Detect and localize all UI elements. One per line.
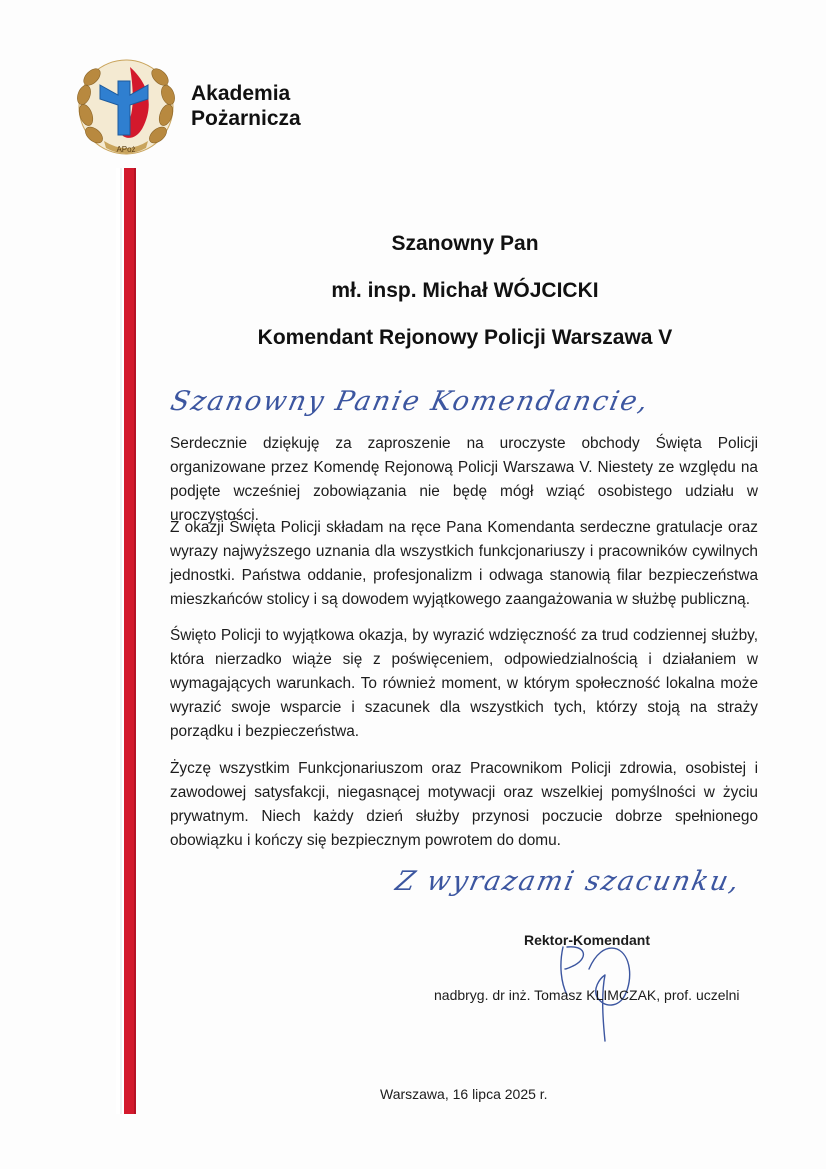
paragraph-4: Życzę wszystkim Funkcjonariuszom oraz Pracownikom Policji zdrowia, osobistej i zawodowej satysfakcji, niegasnącej motywacji oraz wszelkiej pomyślności w życiu prywatnym. Niech każdy dzień służby przynosi poczucie dobrze spełnionego obowiązku i kończy się bezpiecznym powrotem do domu. [170, 760, 758, 849]
addressee-name: mł. insp. Michał WÓJCICKI [331, 279, 599, 302]
place-and-date: Warszawa, 16 lipca 2025 r. [380, 1086, 548, 1102]
institution-name-line2: Pożarnicza [191, 107, 301, 130]
signatory-role: Rektor-Komendant [524, 932, 651, 948]
paragraph-1: Serdecznie dziękuję za zaproszenie na uroczyste obchody Święta Policji organizowane przez Komendę Rejonową Policji Warszawa V. Niestety ze względu na podjęte wcześniej zobowiązania nie będę mógł wziąć osobistego udziału w uroczystości. [170, 435, 758, 524]
signatory-name: nadbryg. dr inż. Tomasz KLIMCZAK, prof. uczelni [434, 987, 740, 1003]
handwritten-salutation: Szanowny Panie Komendancie, [167, 386, 653, 417]
paragraph-2: Z okazji Święta Policji składam na ręce Pana Komendanta serdeczne gratulacje oraz wyrazy najwyższego uznania dla wszystkich funkcjonariuszy i pracowników cywilnych jednostki. Państwa oddanie, profesjonalizm i odwaga stanowią filar bezpieczeństwa mieszkańców stolicy i są dowodem wyjątkowego zaangażowania w służbę publiczną. [170, 519, 758, 608]
red-white-band [116, 168, 136, 1114]
academy-emblem-logo [70, 55, 182, 160]
paragraph-3: Święto Policji to wyjątkowa okazja, by wyrazić wdzięczność za trud codziennej służby, która nierzadko wiąże się z poświęceniem, odpowiedzialnością i działaniem w wymagających warunkach. To również moment, w którym społeczność lokalna może wyrazić swoje wsparcie i szacunek dla wszystkich tych, którzy stoją na straży porządku i bezpieczeństwa. [170, 627, 758, 740]
addressee-title: Szanowny Pan [391, 232, 539, 255]
institution-name-line1: Akademia [191, 82, 291, 105]
handwritten-closing: Z wyrazami szacunku, [392, 866, 744, 897]
institution-name [191, 81, 301, 131]
addressee-position: Komendant Rejonowy Policji Warszawa V [257, 326, 673, 349]
logo-text: APoż [116, 145, 136, 154]
